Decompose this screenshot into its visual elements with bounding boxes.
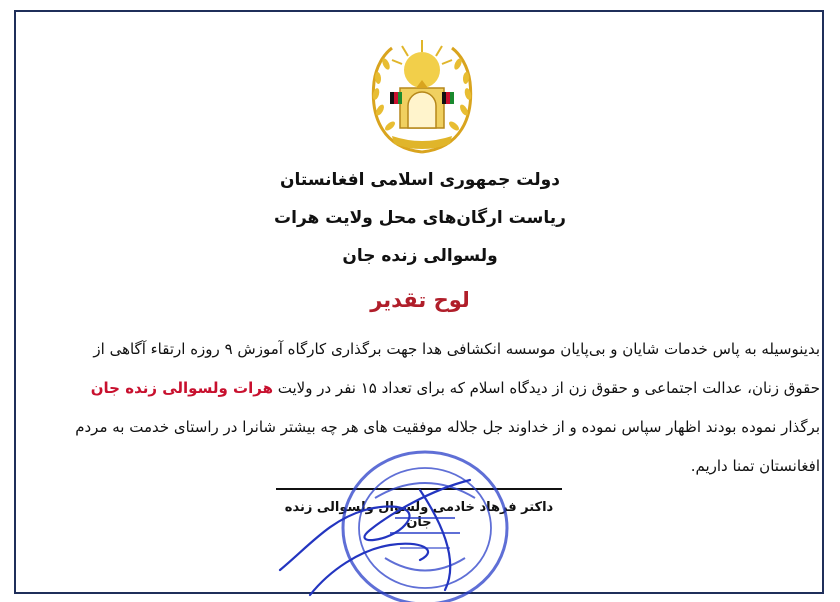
header-directorate: ریاست ارگان‌های محل ولایت هرات xyxy=(274,208,566,228)
body-line-4: افغانستان تمنا داریم. xyxy=(690,457,820,475)
national-emblem-icon xyxy=(362,30,482,160)
handwritten-signature-icon xyxy=(270,450,500,600)
body-line-2-text: حقوق زنان، عدالت اجتماعی و حقوق زن از دیدگاه اسلام که برای تعداد ۱۵ نفر در ولایت xyxy=(272,379,820,397)
body-line-1: بدینوسیله به پاس خدمات شایان و بی‌پایان موسسه انکشافی هدا جهت برگذاری کارگاه آموزش ۹ روزه ارتقاء آگاهی از xyxy=(93,340,820,358)
highlight-location: هرات ولسوالی زنده جان xyxy=(90,379,273,397)
certificate-title: لوح تقدیر xyxy=(370,288,470,312)
signature-caption: داکتر فرهاد خادمی ولسوال ولسوالی زنده جان xyxy=(284,500,554,530)
header-government: دولت جمهوری اسلامی افغانستان xyxy=(280,170,560,190)
body-line-2 xyxy=(20,379,820,397)
header-district: ولسوالی زنده جان xyxy=(342,246,498,266)
body-line-3: برگذار نموده بودند اظهار سپاس نموده و از خداوند جل جلاله موفقیت های هر چه بیشتر شانرا در راستای خدمت به مردم xyxy=(75,418,820,436)
